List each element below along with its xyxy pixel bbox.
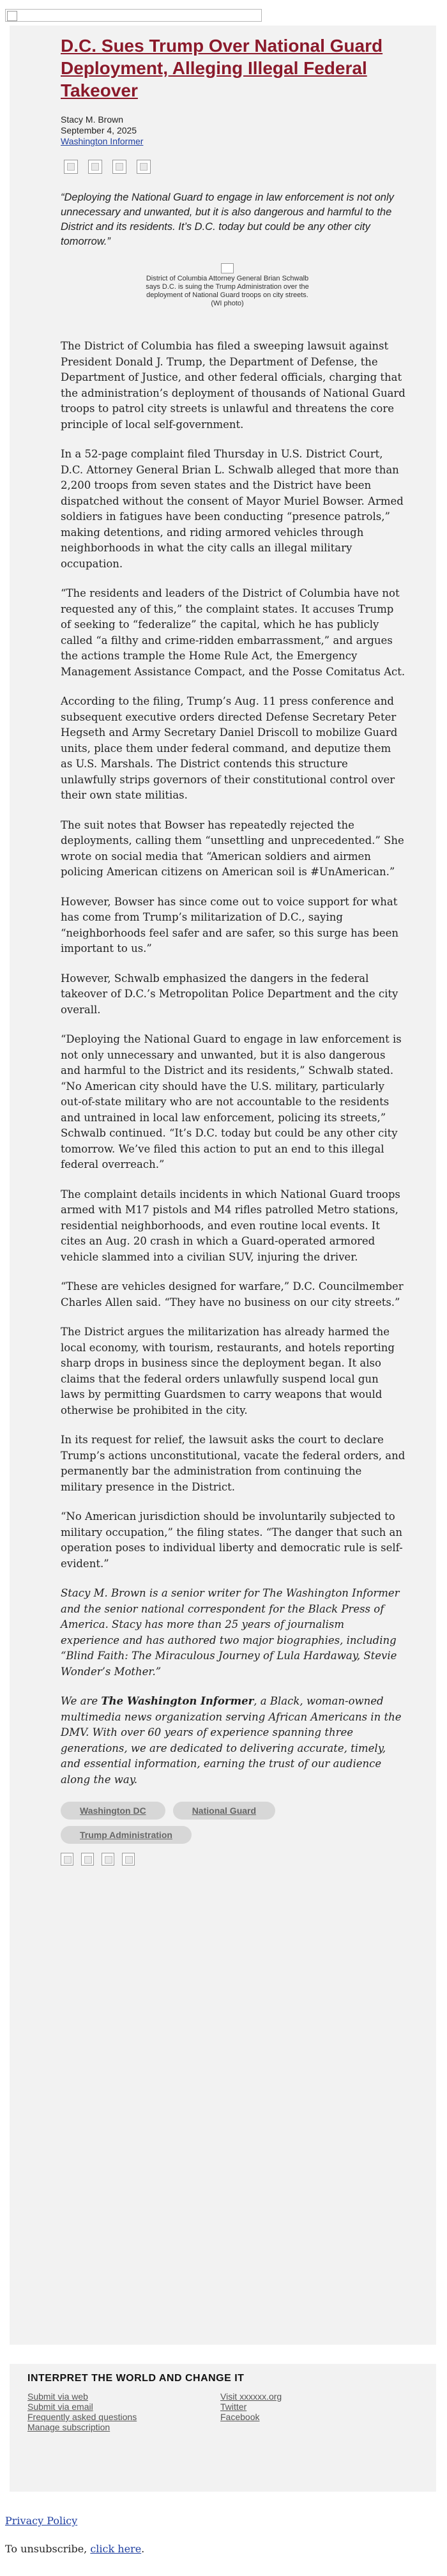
author-name: Stacy M. Brown [61,114,124,125]
submit-web-link[interactable]: Submit via web [27,2391,88,2402]
submit-email-link[interactable]: Submit via email [27,2402,93,2412]
paragraph: In its request for relief, the lawsuit asks the court to declare Trump’s actions unconstitutional, vacate the federal orders, and permanently bar the administration from continuing the military presence in the District. [61,1434,405,1493]
share-icons-top [64,160,394,174]
share-twitter-icon[interactable] [81,1853,94,1866]
paragraph: However, Bowser has since come out to voice support for what has come from Trump’s militarization of D.C., saying “neighborhoods feel safer and are safer, so this surge has been important to us.” [61,895,398,954]
about-name: The Washington Informer [101,1695,254,1707]
tag-trump-administration[interactable]: Trump Administration [61,1826,192,1844]
manage-subscription-link[interactable]: Manage subscription [27,2422,110,2432]
footer-links-left [27,2391,137,2432]
paragraph: “The residents and leaders of the District of Columbia have not requested any of this,” the complaint states. It accuses Trump of seeking to “federalize” the capital, which he has publicly called “a filthy and crime-ridden embarrassment,” and argues the actions trample the Home Rule Act, the Emergency Management Assistance Compact, and the Posse Comitatus Act. [61,587,405,678]
paragraph: The suit notes that Bowser has repeatedly rejected the deployments, calling them “unsettling and unprecedented.” She wrote on social media that “American soldiers and airmen policing American citizens on American soil is #UnAmerican.” [61,818,404,878]
paragraph: The District argues the militarization has already harmed the local economy, with tourism, restaurants, and hotels reporting sharp drops in business since the deployment began. It also claims that the federal orders unlawfully suspend local gun laws by permitting Guardsmen to carry weapons that would otherwise be prohibited in the city. [61,1326,395,1416]
privacy-policy-link[interactable]: Privacy Policy [5,2515,78,2527]
pull-quote: “Deploying the National Guard to engage in law enforcement is not only unnecessary and unwanted, but it is also dangerous and harmful to the District and its residents. It’s D.C. today but could be any other city tomorrow.” [61,192,394,247]
publication-link[interactable]: Washington Informer [61,136,144,146]
share-facebook-icon[interactable] [61,1853,73,1866]
about-lead: We are [61,1695,102,1707]
about-publication [61,1694,405,1788]
share-linkedin-icon[interactable] [102,1853,114,1866]
article-body [61,339,405,1788]
unsubscribe-link[interactable]: click here [90,2543,142,2555]
article-photo [144,263,310,308]
broken-image-icon [7,11,17,21]
visit-site-link[interactable]: Visit xxxxxx.org [220,2391,282,2402]
paragraph: In a 52-page complaint filed Thursday in U.S. District Court, D.C. Attorney General Brian L. Schwalb alleged that more than 2,200 troops from seven states and the District have been dispatched without the consent of Mayor Muriel Bowser. Armed soldiers in fatigues have been conducting “presence patrols,” making detentions, and riding armored vehicles through neighborhoods in what the city calls an illegal military occupation. [61,448,404,570]
share-linkedin-icon[interactable] [112,160,126,174]
publish-date: September 4, 2025 [61,125,137,135]
share-icons-bottom [61,1853,394,1866]
footer-heading: INTERPRET THE WORLD AND CHANGE IT [27,2373,245,2384]
share-email-icon[interactable] [137,160,151,174]
broken-image-icon [221,263,234,273]
paragraph: According to the filing, Trump’s Aug. 11 press conference and subsequent executive orders directed Defense Secretary Peter Hegseth and Army Secretary Daniel Driscoll to mobilize Guard units, place them under federal command, and deputize them as U.S. Marshals. The District contends this structure unlawfully strips governors of their constitutional control over their own state militias. [61,695,398,801]
footer-links-right [220,2391,282,2422]
share-facebook-icon[interactable] [64,160,78,174]
paragraph: The District of Columbia has filed a sweeping lawsuit against President Donald J. Trump, the Department of Defense, the Department of Justice, and other federal officials, charging that the administration’s deployment of thousands of National Guard troops to patrol city streets is unlawful and threatens the core principle of local self-government. [61,340,405,431]
paragraph: The complaint details incidents in which National Guard troops armed with M17 pistols and M4 rifles patrolled Metro stations, residential neighborhoods, and even routine local events. It cites an Aug. 20 crash in which a Guard-operated armored vehicle slammed into a civilian SUV, injuring the driver. [61,1188,400,1263]
photo-caption: District of Columbia Attorney General Brian Schwalb says D.C. is suing the Trump Administration over the deployment of National Guard troops on city streets. (WI photo) [146,275,309,307]
author-bio: Stacy M. Brown is a senior writer for The Washington Informer and the senior national correspondent for the Black Press of America. Stacy has more than 25 years of journalism experience and has authored two major biographies, including “Blind Faith: The Miraculous Journey of Lula Hardaway, Stevie Wonder’s Mother.” [61,1587,400,1678]
facebook-link[interactable]: Facebook [220,2412,260,2422]
paragraph: “Deploying the National Guard to engage in law enforcement is not only unnecessary and unwanted, but it is also dangerous and harmful to the District and its residents,” Schwalb stated. “No American city should have the U.S. military, particularly out-of-state military who are not accountable to the residents and untrained in local law enforcement, policing its streets,” Schwalb continued. “It’s D.C. today but could be any other city tomorrow. We’ve filed this action to put an end to this illegal federal overreach.” [61,1033,402,1170]
article-card [10,26,436,2345]
header-image-placeholder [5,9,262,22]
paragraph: “These are vehicles designed for warfare,” D.C. Councilmember Charles Allen said. “They have no business on our city streets.” [61,1280,404,1308]
newsletter-footer [10,2364,436,2492]
article-headline[interactable]: D.C. Sues Trump Over National Guard Deployment, Alleging Illegal Federal Takeover [61,36,383,100]
tag-national-guard[interactable]: National Guard [173,1802,275,1820]
byline [61,114,394,147]
tag-washington-dc[interactable]: Washington DC [61,1802,165,1820]
share-twitter-icon[interactable] [88,160,102,174]
share-email-icon[interactable] [122,1853,135,1866]
unsubscribe-text: To unsubscribe, [5,2543,91,2555]
twitter-link[interactable]: Twitter [220,2402,247,2412]
faq-link[interactable]: Frequently asked questions [27,2412,137,2422]
paragraph: However, Schwalb emphasized the dangers in the federal takeover of D.C.’s Metropolitan Police Department and the city overall. [61,972,398,1016]
unsubscribe-row [5,2543,144,2555]
privacy-row [5,2515,77,2527]
paragraph: “No American jurisdiction should be involuntarily subjected to military occupation,” the filing states. “The danger that such an operation poses to individual liberty and democratic rule is self-evident.” [61,1510,403,1570]
about-rest: , a Black, woman-owned multimedia news organization serving African Americans in the DMV. With over 60 years of experience spanning three generations, we are dedicated to delivering accurate, timely, and essential information, earning the trust of our audience along the way. [61,1695,402,1786]
unsubscribe-end: . [141,2543,145,2555]
tag-list [61,1802,342,1844]
